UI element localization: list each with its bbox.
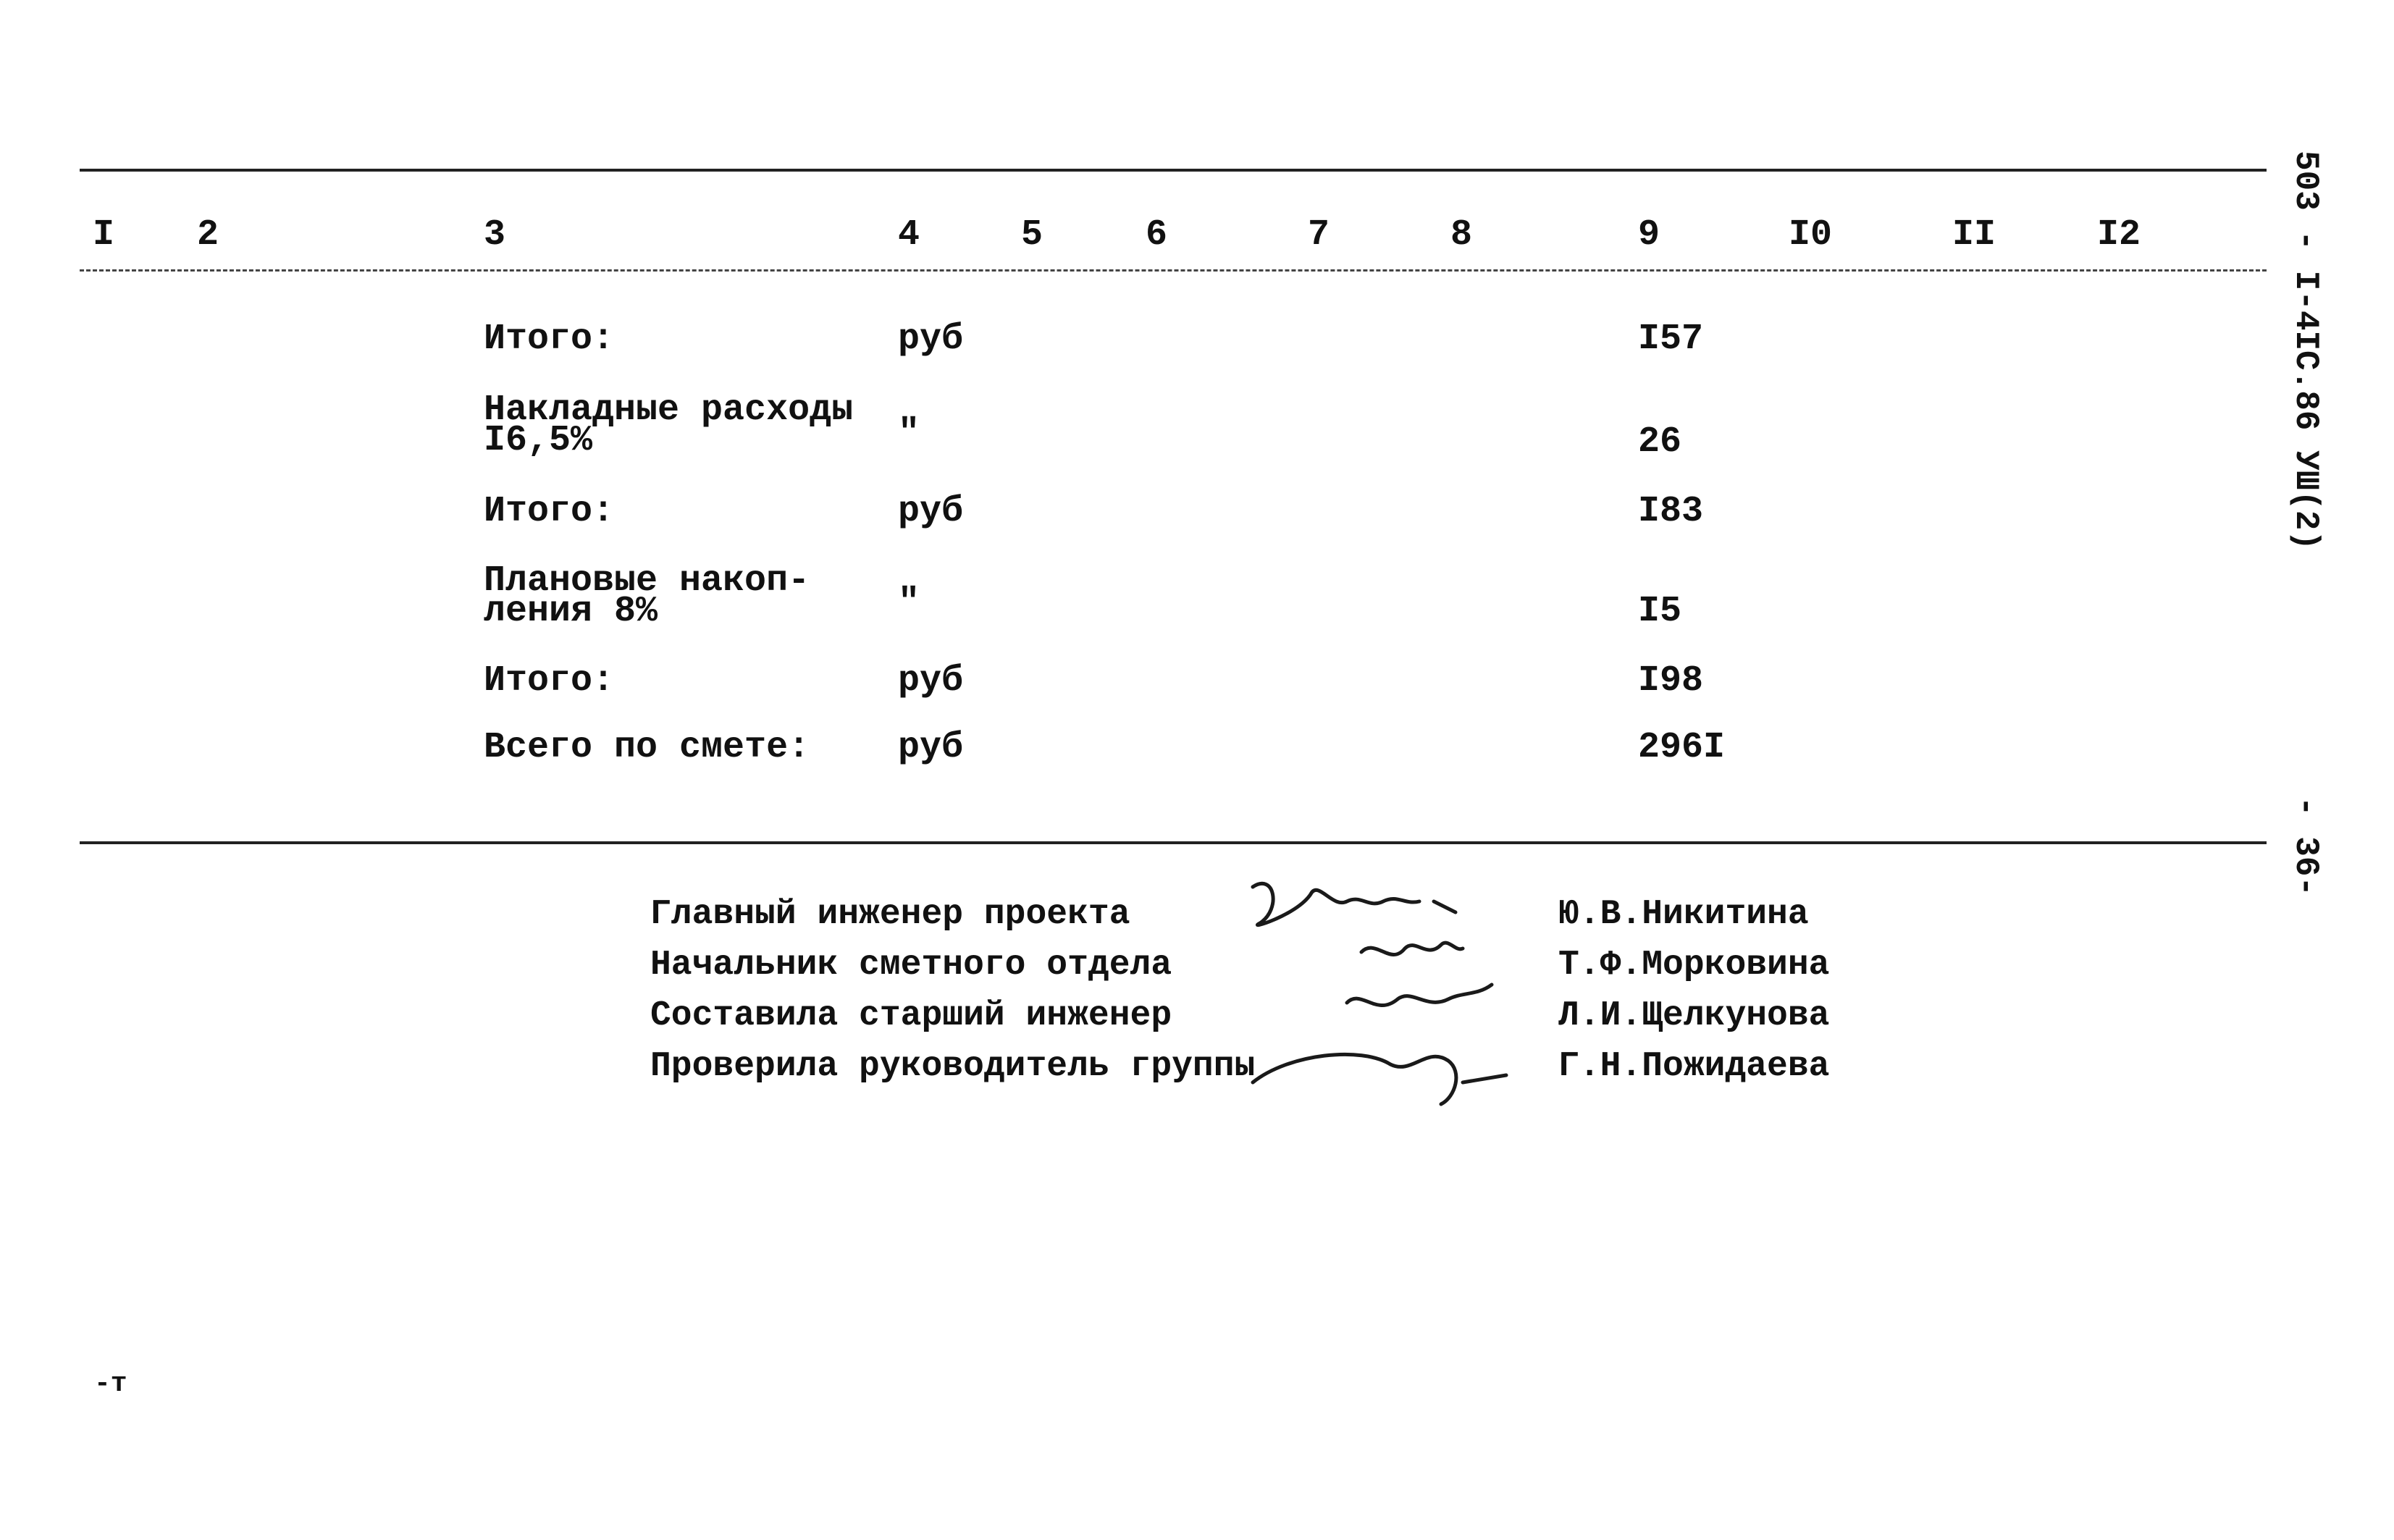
row-unit: руб	[898, 660, 964, 702]
document-code: 503 - I-4IC.86 УШ(2)	[2287, 151, 2324, 551]
signature-person: Т.Ф.Морковина	[1558, 946, 1830, 985]
row-unit: руб	[898, 319, 964, 360]
column-number: 3	[484, 214, 506, 256]
row-unit: руб	[898, 491, 964, 532]
row-name-line1: Плановые накоп-	[484, 560, 810, 602]
header-rule	[80, 269, 2267, 272]
column-number: 9	[1638, 214, 1660, 256]
top-rule	[80, 169, 2267, 172]
row-name: Итого:	[484, 491, 615, 532]
row-name: Итого:	[484, 319, 615, 360]
handwritten-signatures	[1231, 865, 1535, 1111]
row-value: I57	[1638, 319, 1704, 360]
column-number: 6	[1146, 214, 1168, 256]
column-number: 5	[1021, 214, 1043, 256]
column-number: I	[93, 214, 115, 256]
row-name: Всего по смете:	[484, 727, 810, 768]
column-number: 7	[1308, 214, 1330, 256]
column-number: 2	[197, 214, 219, 256]
row-name-line2: I6,5%	[484, 420, 593, 461]
row-name: Итого:	[484, 660, 615, 702]
signature-person: Ю.В.Никитина	[1558, 895, 1809, 934]
row-unit: руб	[898, 727, 964, 768]
signature-title: Начальник сметного отдела	[650, 946, 1172, 985]
row-value: I83	[1638, 491, 1704, 532]
signature-person: Л.И.Щелкунова	[1558, 996, 1830, 1035]
signature-person: Г.Н.Пожидаева	[1558, 1047, 1830, 1086]
signature-title: Главный инженер проекта	[650, 895, 1130, 934]
row-value: I5	[1638, 591, 1682, 632]
row-name-line1: Накладные расходы	[484, 390, 854, 431]
column-number: I0	[1789, 214, 1833, 256]
column-number: II	[1952, 214, 1996, 256]
column-number: 8	[1450, 214, 1473, 256]
signature-title: Составила старший инженер	[650, 996, 1172, 1035]
column-number: I2	[2097, 214, 2141, 256]
page-number: - 36-	[2287, 796, 2324, 897]
row-value: 26	[1638, 421, 1682, 463]
row-name-line2: ления 8%	[484, 591, 658, 632]
footer-mark: -т	[94, 1368, 127, 1400]
signature-title: Проверила руководитель группы	[650, 1047, 1256, 1086]
column-number: 4	[898, 214, 920, 256]
bottom-rule	[80, 841, 2267, 844]
row-value: I98	[1638, 660, 1704, 702]
row-unit: "	[898, 582, 920, 623]
row-value: 296I	[1638, 727, 1726, 768]
row-unit: "	[898, 413, 920, 454]
